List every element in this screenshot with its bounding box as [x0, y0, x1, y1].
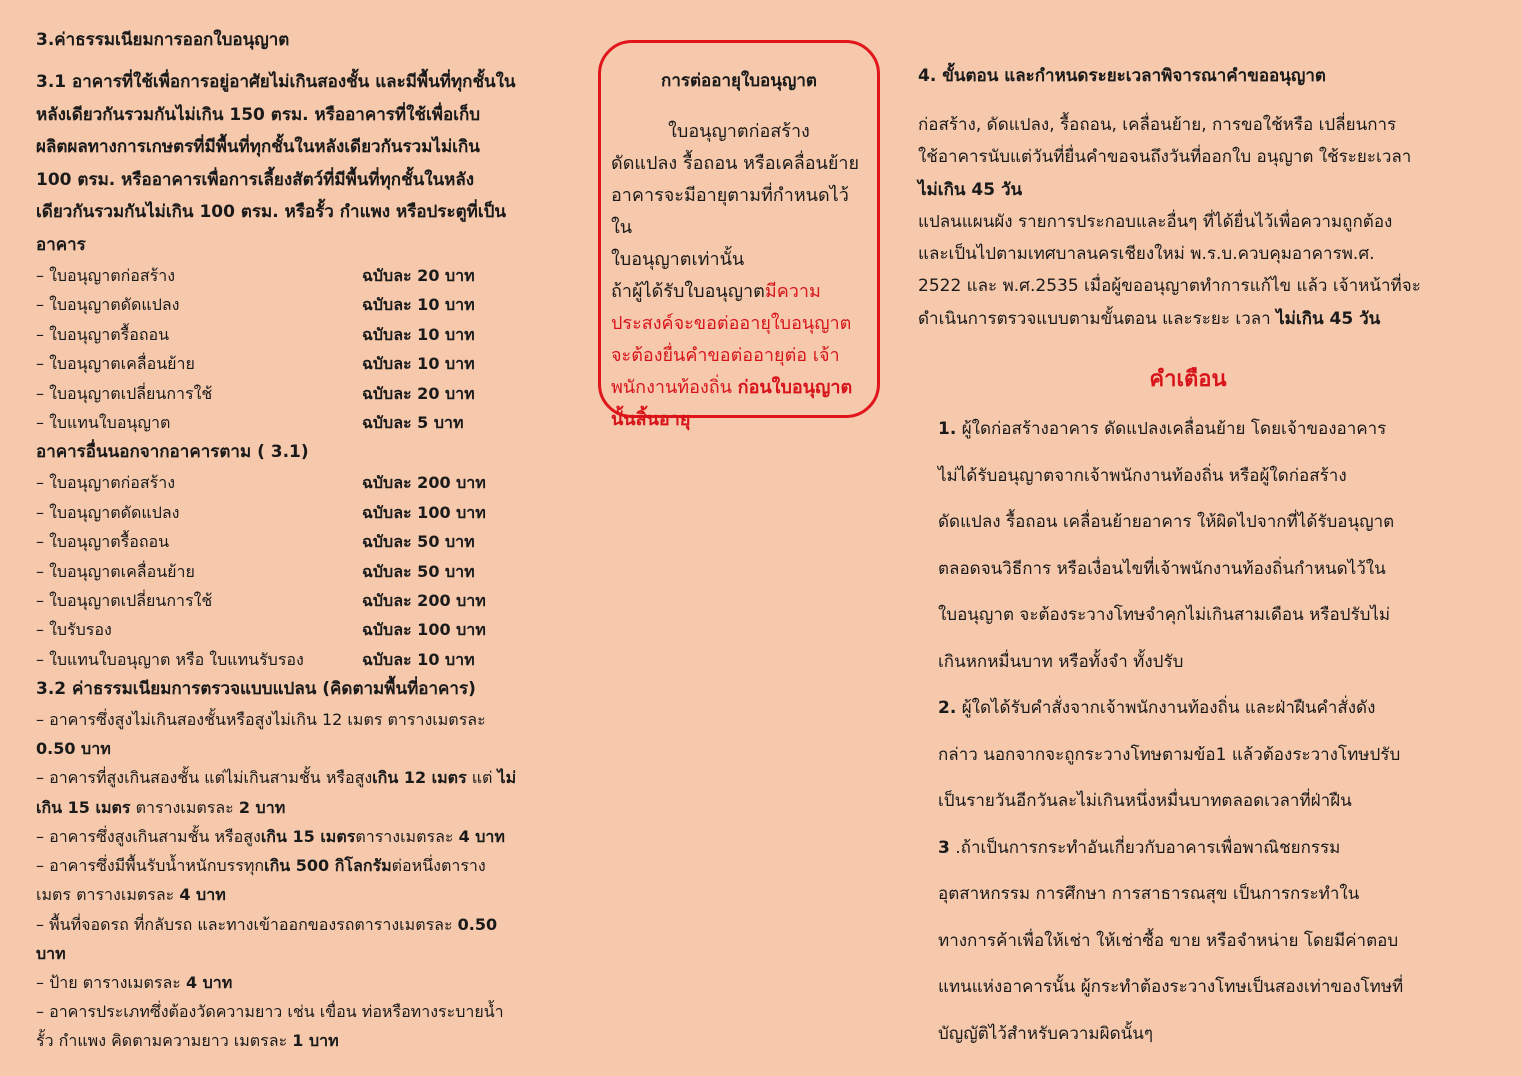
section31-paragraph — [36, 66, 566, 261]
text-bold: 4 บาท — [179, 885, 226, 905]
text-bold: ไม่ — [497, 768, 517, 788]
warning-number: 2. — [938, 698, 957, 719]
text: เมตร ตารางเมตรละ — [36, 885, 180, 905]
renewal-line: ใบอนุญาตเท่านั้น — [611, 249, 745, 270]
fee-name: – ใบอนุญาตรื้อถอน — [36, 324, 170, 344]
fee-row — [36, 468, 566, 497]
warning-line: บัญญัติไว้สำหรับความผิดนั้นๆ — [938, 1023, 1153, 1044]
warning-line: ตลอดจนวิธีการ หรือเงื่อนไขที่เจ้าพนักงานท้องถิ่นกำหนดไว้ใน — [938, 558, 1386, 579]
para31-line: อาคาร — [36, 234, 86, 255]
fee-name: – ใบอนุญาตเคลื่อนย้าย — [36, 354, 195, 374]
fee-row — [36, 408, 566, 437]
fee-list-other — [36, 468, 566, 674]
renewal-line: ประสงค์จะขอต่ออายุใบอนุญาต — [611, 313, 852, 334]
warning-line — [938, 406, 1458, 453]
text: – อาคารที่สูงเกินสองชั้น แต่ไม่เกินสามชั้น หรือสูง — [36, 768, 373, 788]
fee-name: – ใบแทนใบอนุญาต หรือ ใบแทนรับรอง — [36, 649, 304, 669]
text-bold: เกิน 15 เมตร — [260, 826, 356, 846]
text: ตารางเมตรละ — [130, 797, 239, 817]
warning-line — [938, 685, 1458, 732]
warning-line: อุตสาหกรรม การศึกษา การสาธารณสุข เป็นการกระทำใน — [938, 884, 1360, 905]
inspection-fee-line — [36, 763, 566, 792]
text: – อาคารซึ่งสูงเกินสามชั้น หรือสูง — [36, 826, 261, 846]
inspection-fee-line — [36, 734, 566, 763]
fee-name: – ใบอนุญาตดัดแปลง — [36, 295, 180, 315]
warning-line: แทนแห่งอาคารนั้น ผู้กระทำต้องระวางโทษเป็นสองเท่าของโทษที่ — [938, 977, 1404, 998]
warning-title: คำเตือน — [1149, 367, 1227, 393]
section4-line: แปลนแผนผัง รายการประกอบและอื่นๆ ที่ได้ยื่นไว้เพื่อความถูกต้อง — [918, 211, 1393, 232]
text: ผู้ใดได้รับคำสั่งจากเจ้าพนักงานท้องถิ่น และฝ่าฝืนคำสั่งดัง — [956, 698, 1376, 719]
fee-price: ฉบับละ 10 บาท — [362, 649, 475, 669]
fee-price: ฉบับละ 50 บาท — [362, 561, 475, 581]
renewal-box — [598, 40, 880, 430]
fee-row — [36, 527, 566, 556]
warning-line: ทางการค้าเพื่อให้เช่า ให้เช่าซื้อ ขาย หรือจำหน่าย โดยมีค่าตอบ — [938, 930, 1399, 951]
section4-body — [918, 109, 1458, 335]
other-buildings-heading: อาคารอื่นนอกจากอาคารตาม ( 3.1) — [36, 442, 309, 463]
text-red-bold: ก่อนใบอนุญาต — [737, 377, 853, 398]
text: แต่ — [466, 768, 498, 788]
section4-line: และเป็นไปตามเทศบาลนครเชียงใหม่ พ.ร.บ.ควบคุมอาคารพ.ศ. — [918, 244, 1375, 265]
text: 0.50 บาท — [36, 739, 111, 759]
fee-row — [36, 261, 566, 290]
fee-row — [36, 498, 566, 527]
section4-title: 4. ขั้นตอน และกำหนดระยะเวลาพิจารณาคำขออนุญาต — [918, 66, 1326, 86]
fee-name: – ใบอนุญาตรื้อถอน — [36, 532, 170, 552]
warning-line — [938, 825, 1458, 872]
section32-list — [36, 705, 566, 1055]
section4-line: 2522 และ พ.ศ.2535 เมื่อผู้ขออนุญาตทำการแก้ไข แล้ว เจ้าหน้าที่จะ — [918, 276, 1421, 297]
text: ต่อหนึ่งตาราง — [391, 856, 486, 876]
text-bold: 4 บาท — [185, 972, 233, 992]
fee-price: ฉบับละ 20 บาท — [362, 266, 475, 285]
renewal-body — [611, 116, 867, 436]
renewal-line — [611, 372, 867, 404]
fee-row — [36, 349, 566, 378]
renewal-title: การต่ออายุใบอนุญาต — [661, 71, 817, 91]
warning-line: ใบอนุญาต จะต้องระวางโทษจำคุกไม่เกินสามเดือน หรือปรับไม่ — [938, 605, 1391, 626]
section4-line: ก่อสร้าง, ดัดแปลง, รื้อถอน, เคลื่อนย้าย, การขอใช้หรือ เปลี่ยนการ — [918, 115, 1397, 135]
inspection-fee-line — [36, 997, 566, 1026]
fee-name: – ใบอนุญาตดัดแปลง — [36, 502, 180, 522]
fee-row — [36, 645, 566, 674]
text-bold: เกิน 12 เมตร — [372, 768, 467, 788]
text-bold: 0.50 — [457, 914, 498, 934]
para31-line: 3.1 อาคารที่ใช้เพื่อการอยู่อาศัยไม่เกินสองชั้น และมีพื้นที่ทุกชั้นใน — [36, 72, 516, 92]
fee-name: – ใบอนุญาตเคลื่อนย้าย — [36, 561, 195, 581]
fee-row — [36, 320, 566, 349]
text: ถ้าผู้ได้รับใบอนุญาต — [611, 281, 765, 302]
text-bold: 2 บาท — [238, 797, 286, 817]
fee-price: ฉบับละ 50 บาท — [362, 532, 475, 552]
warning-line: ดัดแปลง รื้อถอน เคลื่อนย้ายอาคาร ให้ผิดไปจากที่ได้รับอนุญาต — [938, 512, 1395, 533]
inspection-fee-line — [36, 910, 566, 939]
warning-number: 3 — [938, 837, 950, 858]
para31-line: เดียวกันรวมกันไม่เกิน 100 ตรม. หรือรั้ว กำแพง หรือประตูที่เป็น — [36, 202, 507, 222]
procedure-column — [918, 62, 1458, 1057]
fee-name: – ใบรับรอง — [36, 620, 112, 640]
renewal-line — [611, 276, 867, 308]
warning-line: เป็นรายวันอีกวันละไม่เกินหนึ่งหมื่นบาทตลอดเวลาที่ฝ่าฝืน — [938, 791, 1352, 812]
text-bold: ไม่เกิน 45 วัน — [1276, 308, 1381, 329]
para31-line: ผลิตผลทางการเกษตรที่มีพื้นที่ทุกชั้นในหลังเดียวกันรวมไม่เกิน — [36, 137, 480, 157]
renewal-line: นั้นสิ้นอายุ — [611, 409, 691, 430]
text: .ถ้าเป็นการกระทำอันเกี่ยวกับอาคารเพื่อพาณิชยกรรม — [949, 837, 1341, 858]
fee-price: ฉบับละ 100 บาท — [362, 620, 486, 640]
fee-name: – ใบอนุญาตก่อสร้าง — [36, 473, 176, 493]
text: – ป้าย ตารางเมตรละ — [36, 972, 186, 992]
text: ตารางเมตรละ — [355, 826, 459, 846]
warning-line: เกินหกหมื่นบาท หรือทั้งจำ ทั้งปรับ — [938, 651, 1184, 672]
renewal-line: ดัดแปลง รื้อถอน หรือเคลื่อนย้าย — [611, 153, 860, 174]
fee-row — [36, 615, 566, 644]
fee-price: ฉบับละ 10 บาท — [362, 295, 475, 315]
text: – อาคารซึ่งสูงไม่เกินสองชั้นหรือสูงไม่เกิน 12 เมตร ตารางเมตรละ — [36, 710, 486, 730]
text: – พื้นที่จอดรถ ที่กลับรถ และทางเข้าออกของรถตารางเมตรละ — [36, 914, 458, 934]
section32-heading: 3.2 ค่าธรรมเนียมการตรวจแบบแปลน (คิดตามพื้นที่อาคาร) — [36, 679, 476, 700]
inspection-fee-line — [36, 1026, 566, 1055]
text-bold: 4 บาท — [458, 826, 505, 846]
text: – อาคารซึ่งมีพื้นรับน้ำหนักบรรทุก — [36, 856, 265, 876]
fee-price: ฉบับละ 10 บาท — [362, 324, 475, 344]
inspection-fee-line — [36, 880, 566, 909]
renewal-line: จะต้องยื่นคำขอต่ออายุต่อ เจ้า — [611, 345, 840, 366]
text: ผู้ใดก่อสร้างอาคาร ดัดแปลงเคลื่อนย้าย โดยเจ้าของอาคาร — [956, 419, 1387, 440]
section4-line — [918, 303, 1458, 335]
fee-row — [36, 379, 566, 408]
fee-price: ฉบับละ 200 บาท — [362, 590, 486, 610]
text: ดำเนินการตรวจแบบตามขั้นตอน และระยะ เวลา — [918, 308, 1277, 329]
inspection-fee-line — [36, 851, 566, 880]
fee-price: ฉบับละ 5 บาท — [362, 412, 464, 432]
para31-line: หลังเดียวกันรวมกันไม่เกิน 150 ตรม. หรืออาคารที่ใช้เพื่อเก็บ — [36, 104, 481, 125]
fee-row — [36, 557, 566, 586]
fee-row — [36, 290, 566, 319]
fee-row — [36, 586, 566, 615]
text: – อาคารประเภทซึ่งต้องวัดความยาว เช่น เขื่อน ท่อหรือทางระบายน้ำ — [36, 1002, 504, 1022]
inspection-fee-line — [36, 705, 566, 734]
warning-body — [918, 406, 1458, 1057]
renewal-line: ใบอนุญาตก่อสร้าง — [668, 121, 810, 142]
fee-name: – ใบอนุญาตเปลี่ยนการใช้ — [36, 590, 213, 610]
section4-line: ใช้อาคารนับแต่วันที่ยื่นคำขอจนถึงวันที่ออกใบ อนุญาต ใช้ระยะเวลา — [918, 147, 1412, 168]
fee-name: – ใบอนุญาตเปลี่ยนการใช้ — [36, 383, 213, 403]
fee-list-31 — [36, 261, 566, 437]
inspection-fee-line — [36, 793, 566, 822]
text: รั้ว กำแพง คิดตามความยาว เมตรละ — [36, 1031, 293, 1051]
fee-price: ฉบับละ 20 บาท — [362, 383, 475, 403]
text-red: มีความ — [764, 281, 821, 302]
renewal-line: อาคารจะมีอายุตามที่กำหนดไว้ใน — [611, 185, 849, 238]
section4-line: ไม่เกิน 45 วัน — [918, 179, 1023, 200]
fee-price: ฉบับละ 200 บาท — [362, 473, 486, 493]
inspection-fee-line — [36, 968, 566, 997]
text-red: พนักงานท้องถิ่น — [611, 377, 738, 398]
inspection-fee-line — [36, 822, 566, 851]
fee-name: – ใบแทนใบอนุญาต — [36, 412, 171, 432]
section3-title: 3.ค่าธรรมเนียมการออกใบอนุญาต — [36, 30, 290, 50]
warning-number: 1. — [938, 419, 957, 440]
fee-name: – ใบอนุญาตก่อสร้าง — [36, 266, 176, 285]
text-bold: เกิน 500 กิโลกรัม — [264, 856, 392, 876]
para31-line: 100 ตรม. หรืออาคารเพื่อการเลี้ยงสัตว์ที่มีพื้นที่ทุกชั้นในหลัง — [36, 169, 475, 190]
text-bold: บาท — [36, 943, 66, 963]
fee-price: ฉบับละ 100 บาท — [362, 502, 486, 522]
fee-price: ฉบับละ 10 บาท — [362, 354, 475, 374]
text-bold: เกิน 15 เมตร — [36, 797, 131, 817]
text-bold: 1 บาท — [292, 1031, 339, 1051]
warning-line: กล่าว นอกจากจะถูกระวางโทษตามข้อ1 แล้วต้องระวางโทษปรับ — [938, 744, 1401, 765]
fees-column — [36, 28, 566, 1056]
warning-line: ไม่ได้รับอนุญาตจากเจ้าพนักงานท้องถิ่น หรือผู้ใดก่อสร้าง — [938, 465, 1347, 486]
inspection-fee-line — [36, 939, 566, 968]
